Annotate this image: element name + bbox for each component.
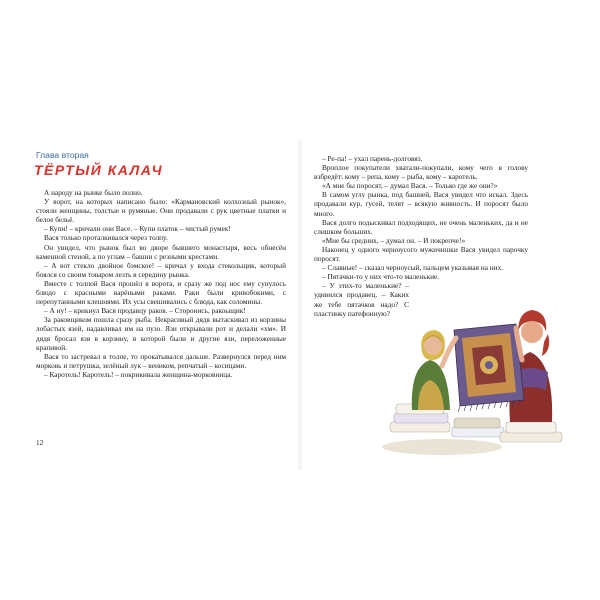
page-number: 12 [36,438,44,447]
paragraph: Вася то застревал в толпе, то прокатывался дальше. Развернулся перед ним морковь и петрушка, зелёный лук – веником, репчатый – косицами. [36,351,286,370]
paragraph: А народу на рынке было полно. [44,188,143,197]
paragraph: Наконец у одного черноусого мужичишки Вася увидел парочку поросят. [314,244,528,264]
paragraph: Вася долго подыскивал подходящих, не очень маленьких, да и не слишком больших. [314,217,528,236]
paragraph: Он увидел, что рынок был во дворе бывшего монастыря, весь обнесён каменной стеной, а по углам – башни с резными крестами. [36,242,286,261]
paragraph: За раковщиком пошла сразу рыба. Некрасивый дядя вытаскивал из корзины лобастых язей, надавливал им на пузо. Язи открывали рот и делали «хм». И дядя бросал язя в корзину, в которой были и другие язи, переложенные крапивой. [36,315,286,352]
paragraph: – Славные! – сказал черноусый, пальцем указывая на них. [322,263,504,273]
paragraph: – У этих-то маленькие? – удивился продавец. – Каких же тебе пятачков надо? С пластинку патефонную? [314,281,409,318]
paragraph: – А вот стекло двойное бэмское! – кричал у входа стекольщик, который боялся со своим товаром лезть в середину рынка. [36,260,286,279]
paragraph: Вроплое покупатели хватали-покупали, кому чего в голову взбредёт: кому – репа, кому – рыба, кому – каротель. [314,163,528,182]
paragraph: Вместе с толпой Вася прошёл в ворота, и сразу же под нос ему сунулось блюдо с красными варёными раками. Раки были кривобокими, с перепутанными клешнями. Их усы свешивались с блюда, как соломины. [36,278,286,307]
paragraph: – Купи! – кричали они Васе. – Купи платок – чистый румек! [44,224,231,234]
chapter-label: Глава вторая [36,150,89,160]
chapter-title: ТЁРТЫЙ КАЛАЧ [34,162,164,178]
paragraph: – А ну! – крикнул Вася продавцу раков. – Сторонись, ракоыщик! [44,306,246,316]
paragraph: Вася только проталкивался через толпу. [44,233,168,243]
paragraph: – Каротель! Каротель! – покрикивала женщина-морковница. [44,369,233,379]
paragraph: «Мне бы средних, – думал он. – И покрепче!» [322,235,466,245]
paragraph: У ворот, на которых написано было: «Кармановский колхозный рынок», стояли женщины, толстые и румяные. Они продавали с рук цветные платки и белое бельё. [36,197,286,225]
page-gutter [297,140,303,470]
paragraph: – Пятачки-то у них что-то маленькие. [322,272,440,282]
paragraph: В самом углу рынка, под башней, Вася увидел что искал. Здесь продавали кур, гусей, телят – всякую живность. И поросят было много. [314,190,528,218]
left-page-text [36,188,286,379]
paragraph: «А мне бы поросят, – думал Вася. – Только где же они?» [322,181,498,191]
market-women-illustration [382,272,572,462]
paragraph: – Ре-па! – ухал парень-долговяз. [322,154,423,163]
